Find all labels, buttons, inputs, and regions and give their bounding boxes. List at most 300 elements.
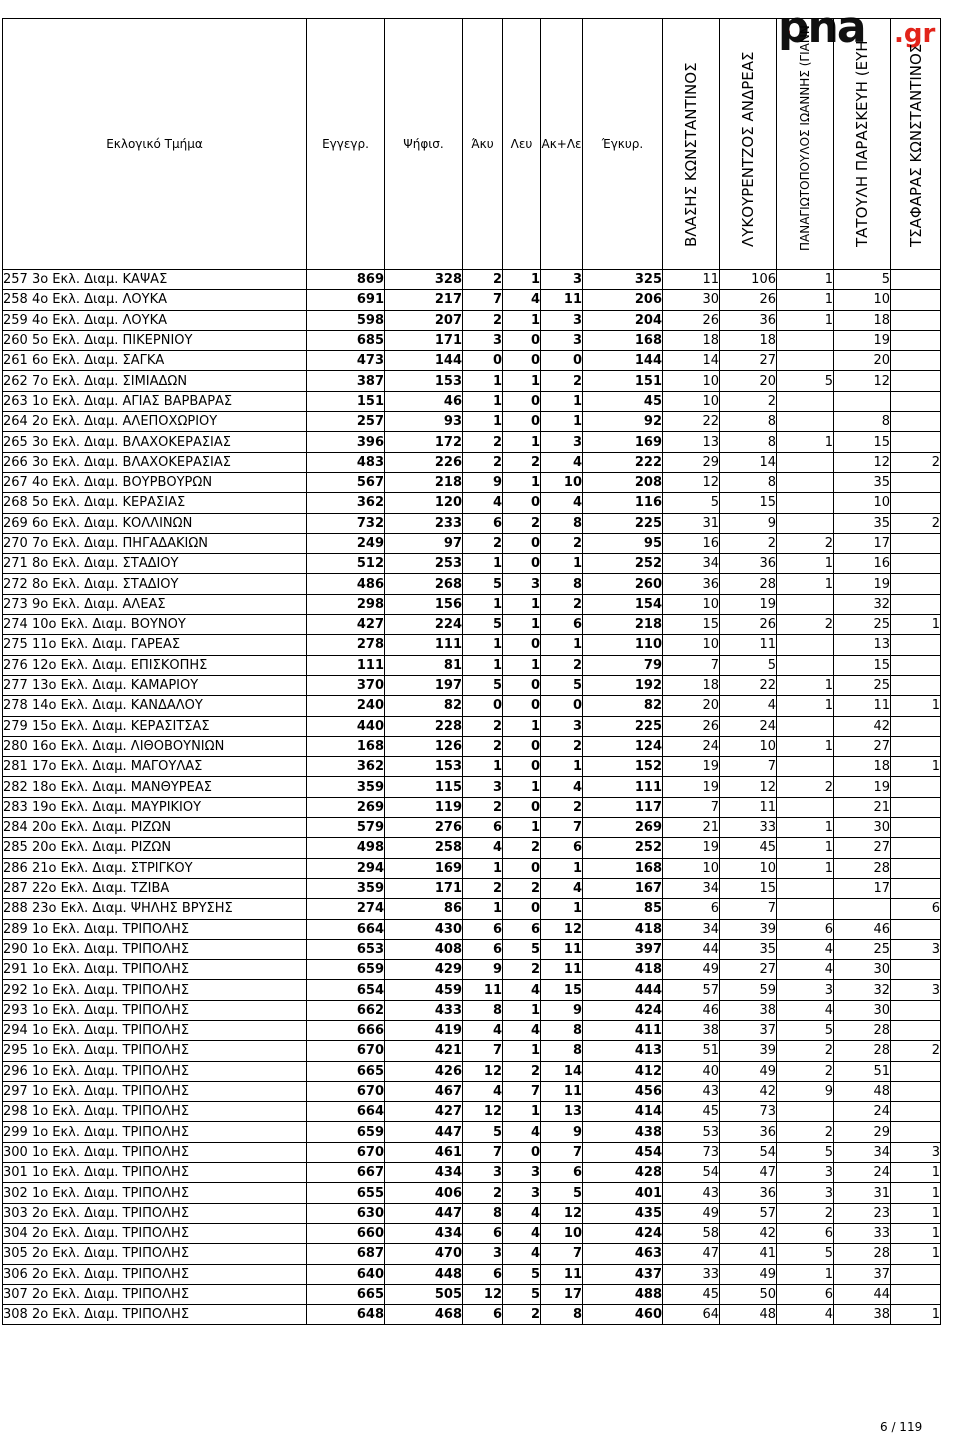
row-egkyra: 208	[583, 472, 663, 492]
table-row	[3, 310, 941, 330]
row-candidate-3-votes: 5	[777, 1142, 834, 1162]
row-eggegr: 670	[307, 1041, 385, 1061]
row-egkyra: 169	[583, 432, 663, 452]
row-akyra: 0	[463, 351, 503, 371]
row-candidate-1-votes: 45	[663, 1102, 720, 1122]
row-candidate-2-votes: 24	[720, 716, 777, 736]
row-psifis: 224	[385, 615, 463, 635]
row-akle: 9	[541, 1000, 583, 1020]
table-row	[3, 1142, 941, 1162]
row-candidate-2-votes: 59	[720, 980, 777, 1000]
row-candidate-5-votes	[891, 270, 941, 290]
row-candidate-2-votes: 36	[720, 1183, 777, 1203]
row-name: 273 9ο Εκλ. Διαμ. ΑΛΕΑΣ	[3, 594, 307, 614]
row-candidate-1-votes: 36	[663, 574, 720, 594]
logo-suffix: .gr	[894, 19, 936, 49]
row-candidate-1-votes: 38	[663, 1020, 720, 1040]
row-eggegr: 473	[307, 351, 385, 371]
row-eggegr: 298	[307, 594, 385, 614]
row-candidate-3-votes: 4	[777, 1000, 834, 1020]
row-akle: 17	[541, 1284, 583, 1304]
row-akyra: 4	[463, 493, 503, 513]
row-candidate-1-votes: 43	[663, 1081, 720, 1101]
row-eggegr: 362	[307, 757, 385, 777]
row-candidate-1-votes: 15	[663, 615, 720, 635]
table-row	[3, 371, 941, 391]
row-psifis: 408	[385, 939, 463, 959]
row-akle: 11	[541, 1264, 583, 1284]
row-eggegr: 294	[307, 858, 385, 878]
row-leyka: 4	[503, 1203, 541, 1223]
row-akle: 4	[541, 878, 583, 898]
row-candidate-1-votes: 6	[663, 899, 720, 919]
row-candidate-5-votes	[891, 635, 941, 655]
row-psifis: 120	[385, 493, 463, 513]
row-candidate-4-votes: 30	[834, 1000, 891, 1020]
row-egkyra: 111	[583, 777, 663, 797]
row-eggegr: 396	[307, 432, 385, 452]
row-psifis: 111	[385, 635, 463, 655]
row-akyra: 1	[463, 412, 503, 432]
header-candidate-3: ΠΑΝΑΓΙΩΤΟΠΟΥΛΟΣ ΙΩΑΝΝΗΣ (ΓΙΑΝΝ	[777, 19, 834, 270]
row-candidate-2-votes: 73	[720, 1102, 777, 1122]
row-name: 260 5ο Εκλ. Διαμ. ΠΙΚΕΡΝΙΟΥ	[3, 330, 307, 350]
row-akle: 5	[541, 675, 583, 695]
row-psifis: 115	[385, 777, 463, 797]
row-akle: 0	[541, 351, 583, 371]
row-candidate-1-votes: 44	[663, 939, 720, 959]
row-egkyra: 79	[583, 655, 663, 675]
row-candidate-3-votes: 1	[777, 1264, 834, 1284]
row-eggegr: 427	[307, 615, 385, 635]
table-row	[3, 270, 941, 290]
row-eggegr: 151	[307, 391, 385, 411]
row-psifis: 448	[385, 1264, 463, 1284]
row-candidate-5-votes	[891, 432, 941, 452]
row-candidate-4-votes: 25	[834, 615, 891, 635]
row-candidate-5-votes: 2	[891, 1041, 941, 1061]
row-akle: 3	[541, 432, 583, 452]
row-candidate-4-votes: 30	[834, 960, 891, 980]
row-eggegr: 359	[307, 777, 385, 797]
row-eggegr: 274	[307, 899, 385, 919]
row-name: 294 1ο Εκλ. Διαμ. ΤΡΙΠΟΛΗΣ	[3, 1020, 307, 1040]
row-eggegr: 670	[307, 1142, 385, 1162]
row-candidate-3-votes: 4	[777, 1305, 834, 1325]
row-akyra: 1	[463, 757, 503, 777]
row-akle: 12	[541, 919, 583, 939]
row-name: 278 14ο Εκλ. Διαμ. ΚΑΝΔΑΛΟΥ	[3, 696, 307, 716]
table-row	[3, 351, 941, 371]
row-akle: 15	[541, 980, 583, 1000]
row-candidate-2-votes: 27	[720, 960, 777, 980]
row-name: 304 2ο Εκλ. Διαμ. ΤΡΙΠΟΛΗΣ	[3, 1223, 307, 1243]
row-akle: 1	[541, 899, 583, 919]
row-psifis: 258	[385, 838, 463, 858]
row-akle: 8	[541, 574, 583, 594]
table-row	[3, 777, 941, 797]
row-candidate-5-votes: 3	[891, 1142, 941, 1162]
row-egkyra: 454	[583, 1142, 663, 1162]
row-akyra: 1	[463, 635, 503, 655]
row-name: 263 1ο Εκλ. Διαμ. ΑΓΙΑΣ ΒΑΡΒΑΡΑΣ	[3, 391, 307, 411]
row-eggegr: 655	[307, 1183, 385, 1203]
row-akyra: 7	[463, 290, 503, 310]
row-akle: 7	[541, 1142, 583, 1162]
row-egkyra: 151	[583, 371, 663, 391]
row-egkyra: 397	[583, 939, 663, 959]
row-akle: 10	[541, 1223, 583, 1243]
row-egkyra: 218	[583, 615, 663, 635]
row-candidate-2-votes: 28	[720, 574, 777, 594]
row-candidate-3-votes: 2	[777, 1203, 834, 1223]
table-row	[3, 716, 941, 736]
row-candidate-4-votes	[834, 899, 891, 919]
row-candidate-3-votes: 1	[777, 290, 834, 310]
row-candidate-1-votes: 31	[663, 513, 720, 533]
row-eggegr: 498	[307, 838, 385, 858]
row-candidate-5-votes	[891, 716, 941, 736]
row-akyra: 1	[463, 655, 503, 675]
row-candidate-5-votes: 2	[891, 513, 941, 533]
row-name: 271 8ο Εκλ. Διαμ. ΣΤΑΔΙΟΥ	[3, 554, 307, 574]
row-eggegr: 664	[307, 919, 385, 939]
row-psifis: 467	[385, 1081, 463, 1101]
row-candidate-5-votes: 1	[891, 1183, 941, 1203]
row-leyka: 0	[503, 635, 541, 655]
row-eggegr: 168	[307, 736, 385, 756]
row-egkyra: 401	[583, 1183, 663, 1203]
row-candidate-5-votes	[891, 1264, 941, 1284]
row-psifis: 171	[385, 878, 463, 898]
row-candidate-4-votes: 48	[834, 1081, 891, 1101]
row-akle: 2	[541, 594, 583, 614]
row-egkyra: 92	[583, 412, 663, 432]
table-row	[3, 493, 941, 513]
row-akyra: 9	[463, 472, 503, 492]
header-psifis: Ψήφισ.	[385, 19, 463, 270]
row-candidate-2-votes: 26	[720, 290, 777, 310]
table-row	[3, 757, 941, 777]
row-akle: 8	[541, 1305, 583, 1325]
row-egkyra: 424	[583, 1000, 663, 1020]
header-tmima: Εκλογικό Τμήμα	[3, 19, 307, 270]
row-leyka: 2	[503, 452, 541, 472]
row-akle: 13	[541, 1102, 583, 1122]
row-egkyra: 116	[583, 493, 663, 513]
row-candidate-3-votes: 1	[777, 310, 834, 330]
row-egkyra: 411	[583, 1020, 663, 1040]
row-eggegr: 667	[307, 1163, 385, 1183]
row-akle: 11	[541, 290, 583, 310]
row-candidate-2-votes: 37	[720, 1020, 777, 1040]
row-psifis: 328	[385, 270, 463, 290]
row-akle: 8	[541, 1041, 583, 1061]
row-candidate-5-votes: 1	[891, 1203, 941, 1223]
row-name: 302 1ο Εκλ. Διαμ. ΤΡΙΠΟΛΗΣ	[3, 1183, 307, 1203]
row-candidate-3-votes: 3	[777, 1163, 834, 1183]
row-candidate-5-votes	[891, 1102, 941, 1122]
row-eggegr: 486	[307, 574, 385, 594]
row-egkyra: 152	[583, 757, 663, 777]
row-akle: 6	[541, 615, 583, 635]
row-candidate-5-votes	[891, 391, 941, 411]
row-egkyra: 325	[583, 270, 663, 290]
row-leyka: 2	[503, 1305, 541, 1325]
row-candidate-3-votes: 2	[777, 1061, 834, 1081]
row-akyra: 2	[463, 716, 503, 736]
row-candidate-5-votes	[891, 858, 941, 878]
row-leyka: 1	[503, 472, 541, 492]
row-eggegr: 567	[307, 472, 385, 492]
row-eggegr: 278	[307, 635, 385, 655]
header-candidate-2: ΛΥΚΟΥΡΕΝΤΖΟΣ ΑΝΔΡΕΑΣ	[720, 19, 777, 270]
table-row	[3, 554, 941, 574]
table-row	[3, 432, 941, 452]
row-akyra: 1	[463, 594, 503, 614]
row-name: 298 1ο Εκλ. Διαμ. ΤΡΙΠΟΛΗΣ	[3, 1102, 307, 1122]
table-row	[3, 1122, 941, 1142]
row-leyka: 4	[503, 1020, 541, 1040]
row-eggegr: 665	[307, 1284, 385, 1304]
row-akle: 1	[541, 391, 583, 411]
row-candidate-5-votes: 1	[891, 1223, 941, 1243]
row-akle: 2	[541, 655, 583, 675]
header-eggegr: Εγγεγρ.	[307, 19, 385, 270]
row-candidate-3-votes: 9	[777, 1081, 834, 1101]
row-candidate-4-votes: 24	[834, 1163, 891, 1183]
row-akle: 3	[541, 330, 583, 350]
row-candidate-2-votes: 49	[720, 1061, 777, 1081]
row-candidate-4-votes: 31	[834, 1183, 891, 1203]
row-name: 262 7ο Εκλ. Διαμ. ΣΙΜΙΑΔΩΝ	[3, 371, 307, 391]
row-psifis: 156	[385, 594, 463, 614]
row-name: 282 18ο Εκλ. Διαμ. ΜΑΝΘΥΡΕΑΣ	[3, 777, 307, 797]
row-leyka: 2	[503, 1061, 541, 1081]
row-candidate-4-votes: 17	[834, 878, 891, 898]
row-egkyra: 438	[583, 1122, 663, 1142]
row-name: 301 1ο Εκλ. Διαμ. ΤΡΙΠΟΛΗΣ	[3, 1163, 307, 1183]
row-candidate-3-votes	[777, 391, 834, 411]
row-candidate-4-votes: 32	[834, 594, 891, 614]
header-candidate-4: ΤΑΤΟΥΛΗ ΠΑΡΑΣΚΕΥΗ (ΕΥΗ	[834, 19, 891, 270]
row-name: 264 2ο Εκλ. Διαμ. ΑΛΕΠΟΧΩΡΙΟΥ	[3, 412, 307, 432]
table-row	[3, 655, 941, 675]
row-candidate-5-votes: 1	[891, 1163, 941, 1183]
row-name: 265 3ο Εκλ. Διαμ. ΒΛΑΧΟΚΕΡΑΣΙΑΣ	[3, 432, 307, 452]
row-akyra: 5	[463, 615, 503, 635]
row-akle: 8	[541, 513, 583, 533]
row-akyra: 6	[463, 919, 503, 939]
row-egkyra: 269	[583, 818, 663, 838]
row-eggegr: 659	[307, 1122, 385, 1142]
row-candidate-3-votes	[777, 899, 834, 919]
row-eggegr: 653	[307, 939, 385, 959]
row-candidate-4-votes: 17	[834, 533, 891, 553]
row-eggegr: 648	[307, 1305, 385, 1325]
row-leyka: 7	[503, 1081, 541, 1101]
row-leyka: 0	[503, 736, 541, 756]
row-candidate-4-votes: 42	[834, 716, 891, 736]
row-akle: 1	[541, 554, 583, 574]
row-candidate-1-votes: 51	[663, 1041, 720, 1061]
row-egkyra: 110	[583, 635, 663, 655]
row-leyka: 5	[503, 1284, 541, 1304]
row-akyra: 2	[463, 533, 503, 553]
row-candidate-3-votes: 1	[777, 574, 834, 594]
row-akyra: 8	[463, 1000, 503, 1020]
row-candidate-3-votes: 4	[777, 960, 834, 980]
row-leyka: 1	[503, 371, 541, 391]
row-leyka: 0	[503, 391, 541, 411]
row-akle: 11	[541, 960, 583, 980]
results-table	[2, 18, 941, 1325]
row-egkyra: 192	[583, 675, 663, 695]
row-akle: 7	[541, 818, 583, 838]
row-candidate-5-votes	[891, 919, 941, 939]
row-candidate-1-votes: 26	[663, 716, 720, 736]
row-candidate-1-votes: 53	[663, 1122, 720, 1142]
row-leyka: 5	[503, 1264, 541, 1284]
row-akle: 2	[541, 533, 583, 553]
table-row	[3, 878, 941, 898]
row-psifis: 430	[385, 919, 463, 939]
row-candidate-3-votes	[777, 1102, 834, 1122]
row-candidate-2-votes: 15	[720, 493, 777, 513]
row-akyra: 4	[463, 1020, 503, 1040]
row-candidate-1-votes: 26	[663, 310, 720, 330]
row-candidate-3-votes	[777, 716, 834, 736]
row-candidate-1-votes: 16	[663, 533, 720, 553]
row-candidate-5-votes: 1	[891, 615, 941, 635]
row-eggegr: 269	[307, 797, 385, 817]
row-candidate-2-votes: 36	[720, 554, 777, 574]
row-candidate-4-votes: 46	[834, 919, 891, 939]
row-candidate-2-votes: 33	[720, 818, 777, 838]
row-candidate-5-votes	[891, 574, 941, 594]
row-eggegr: 691	[307, 290, 385, 310]
row-psifis: 97	[385, 533, 463, 553]
row-psifis: 406	[385, 1183, 463, 1203]
row-egkyra: 117	[583, 797, 663, 817]
row-name: 266 3ο Εκλ. Διαμ. ΒΛΑΧΟΚΕΡΑΣΙΑΣ	[3, 452, 307, 472]
row-candidate-4-votes: 27	[834, 838, 891, 858]
row-eggegr: 362	[307, 493, 385, 513]
row-candidate-1-votes: 19	[663, 757, 720, 777]
row-egkyra: 418	[583, 919, 663, 939]
row-candidate-2-votes: 7	[720, 899, 777, 919]
row-candidate-4-votes: 16	[834, 554, 891, 574]
row-candidate-2-votes: 9	[720, 513, 777, 533]
page-number: 6 / 119	[880, 1420, 923, 1434]
row-candidate-4-votes: 8	[834, 412, 891, 432]
row-psifis: 447	[385, 1122, 463, 1142]
row-eggegr: 662	[307, 1000, 385, 1020]
row-psifis: 171	[385, 330, 463, 350]
row-psifis: 468	[385, 1305, 463, 1325]
row-egkyra: 444	[583, 980, 663, 1000]
table-row	[3, 1081, 941, 1101]
row-candidate-2-votes: 22	[720, 675, 777, 695]
row-name: 284 20ο Εκλ. Διαμ. ΡΙΖΩΝ	[3, 818, 307, 838]
row-eggegr: 370	[307, 675, 385, 695]
row-candidate-4-votes: 15	[834, 655, 891, 675]
header-candidate-1: ΒΛΑΣΗΣ ΚΩΝΣΤΑΝΤΙΝΟΣ	[663, 19, 720, 270]
row-candidate-3-votes: 4	[777, 939, 834, 959]
row-candidate-1-votes: 7	[663, 797, 720, 817]
row-name: 285 20ο Εκλ. Διαμ. ΡΙΖΩΝ	[3, 838, 307, 858]
row-psifis: 419	[385, 1020, 463, 1040]
row-akyra: 1	[463, 371, 503, 391]
row-akle: 1	[541, 635, 583, 655]
table-row	[3, 412, 941, 432]
row-candidate-4-votes: 32	[834, 980, 891, 1000]
table-row	[3, 899, 941, 919]
row-eggegr: 257	[307, 412, 385, 432]
row-name: 308 2ο Εκλ. Διαμ. ΤΡΙΠΟΛΗΣ	[3, 1305, 307, 1325]
row-egkyra: 204	[583, 310, 663, 330]
row-candidate-1-votes: 14	[663, 351, 720, 371]
row-candidate-1-votes: 57	[663, 980, 720, 1000]
row-candidate-3-votes: 2	[777, 533, 834, 553]
row-akyra: 2	[463, 310, 503, 330]
row-egkyra: 168	[583, 330, 663, 350]
row-leyka: 1	[503, 1041, 541, 1061]
row-candidate-4-votes: 23	[834, 1203, 891, 1223]
row-candidate-2-votes: 8	[720, 412, 777, 432]
row-eggegr: 666	[307, 1020, 385, 1040]
row-eggegr: 598	[307, 310, 385, 330]
row-candidate-3-votes: 1	[777, 736, 834, 756]
row-leyka: 0	[503, 330, 541, 350]
row-name: 288 23ο Εκλ. Διαμ. ΨΗΛΗΣ ΒΡΥΣΗΣ	[3, 899, 307, 919]
row-candidate-3-votes: 6	[777, 1223, 834, 1243]
row-leyka: 1	[503, 1102, 541, 1122]
row-psifis: 427	[385, 1102, 463, 1122]
row-akle: 2	[541, 371, 583, 391]
row-psifis: 82	[385, 696, 463, 716]
row-candidate-3-votes: 2	[777, 615, 834, 635]
row-psifis: 144	[385, 351, 463, 371]
row-candidate-4-votes: 10	[834, 290, 891, 310]
table-row	[3, 574, 941, 594]
row-egkyra: 460	[583, 1305, 663, 1325]
row-leyka: 3	[503, 1163, 541, 1183]
row-akle: 11	[541, 1081, 583, 1101]
row-candidate-4-votes: 34	[834, 1142, 891, 1162]
row-name: 292 1ο Εκλ. Διαμ. ΤΡΙΠΟΛΗΣ	[3, 980, 307, 1000]
row-akyra: 1	[463, 391, 503, 411]
row-akyra: 4	[463, 1081, 503, 1101]
row-candidate-2-votes: 11	[720, 797, 777, 817]
row-akle: 12	[541, 1203, 583, 1223]
row-psifis: 434	[385, 1163, 463, 1183]
row-name: 287 22ο Εκλ. Διαμ. ΤΖΙΒΑ	[3, 878, 307, 898]
row-name: 293 1ο Εκλ. Διαμ. ΤΡΙΠΟΛΗΣ	[3, 1000, 307, 1020]
header-egkyra: Έγκυρ.	[583, 19, 663, 270]
row-candidate-3-votes: 2	[777, 1122, 834, 1142]
row-leyka: 2	[503, 960, 541, 980]
row-candidate-4-votes: 19	[834, 574, 891, 594]
row-leyka: 0	[503, 858, 541, 878]
row-candidate-5-votes	[891, 1122, 941, 1142]
row-candidate-2-votes: 42	[720, 1223, 777, 1243]
row-egkyra: 95	[583, 533, 663, 553]
row-psifis: 169	[385, 858, 463, 878]
row-leyka: 1	[503, 615, 541, 635]
row-psifis: 126	[385, 736, 463, 756]
table-row	[3, 1223, 941, 1243]
